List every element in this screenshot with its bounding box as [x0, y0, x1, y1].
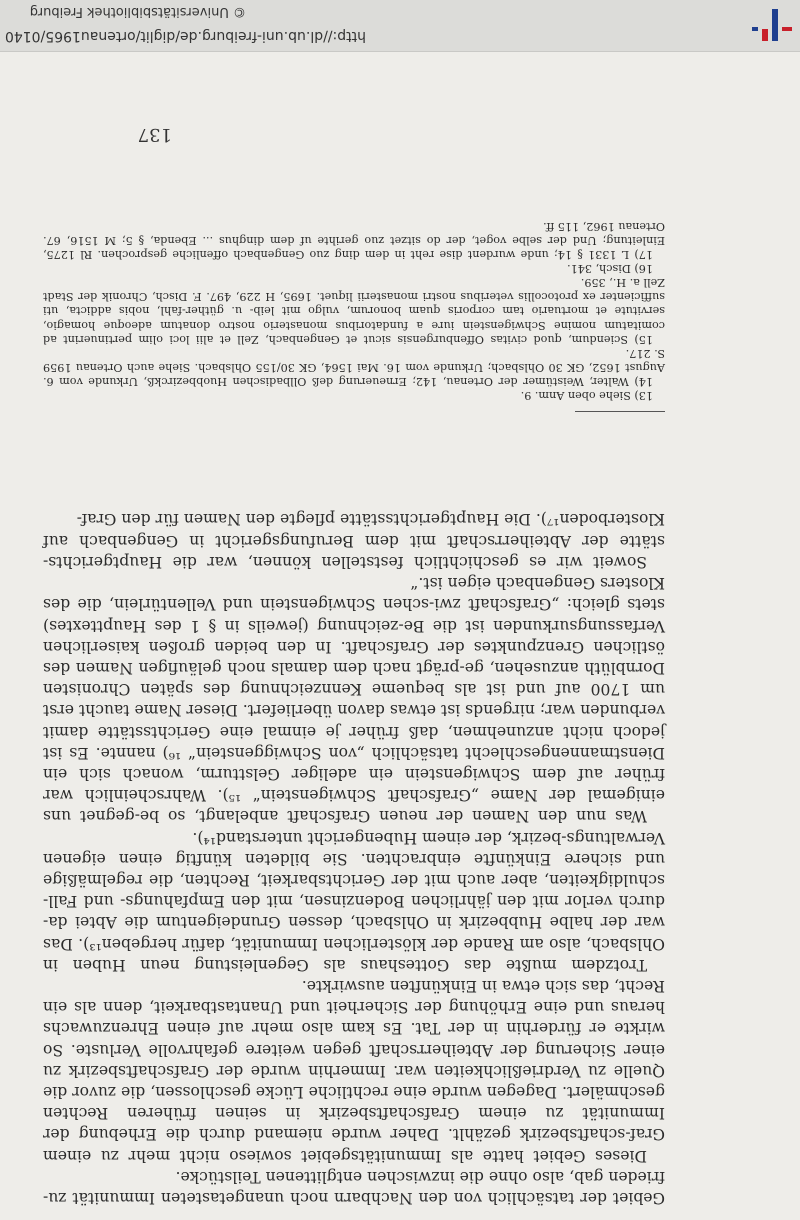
main-text	[43, 508, 665, 1208]
logo-red-bar-left	[782, 27, 792, 31]
footnotes	[43, 219, 665, 402]
paragraph-3-text: Trotzdem mußte das Gotteshaus als Gegenleistung neun Huben in Ohlsbach, also am Rande der klösterlichen Immunität, dafür hergeben¹³). Das war der halbe Hubbezirk in Ohlsbach, dessen Grundeigentum die Abtei da-durch verlor mit den jährlichen Bodenzinsen, mit den Empfahungs- und Fall-schuldigkeiten, aber auch mit der Gerichtsbarkeit, Rechten, die regelmäßige und sichere Einkünfte einbrachten. Sie bildeten künftig einen eigenen Verwaltungs-bezirk, der einem Hubengericht unterstand¹⁴).	[43, 828, 665, 974]
paragraph-1-text: Gebiet der tatsächlich von den Nachbarn noch unangetasteten Immunität zu-frieden gab, also ohne die inzwischen entglittenen Teilstücke.	[43, 1167, 665, 1207]
paragraph-2-text: Dieses Gebiet hatte als Immunitätsgebiet sowieso nicht mehr zu einem Graf-schaftsbezirk gezählt. Daher wurde niemand durch die Erhebung der Immunität zu einem Grafschaftsbezirk in seinen früheren Rechten geschmälert. Dagegen wurde eine rechtliche Lücke geschlossen, die zuvor die Quelle zu Verdrießlichkeiten war. Immerhin wurde der Grafschaftsbezirk zu einer Sicherung der Abteiherrschaft gegen weitere gefahrvolle Verluste. So wirkte er fürderhin in der Tat. Es kam also mehr auf einen Ehrenzuwachs heraus und eine Erhöhung der Sicherheit und Unantastbarkeit, denn als ein Recht, das sich etwa in Einkünften auswirkte.	[43, 976, 665, 1165]
footnote-divider	[575, 411, 665, 412]
paragraph-1	[43, 1166, 665, 1208]
source-url-link[interactable]: http://dl.ub.uni-freiburg.de/diglit/ortenau1965/0140	[4, 28, 366, 44]
page-number: 137	[137, 124, 172, 145]
footnote-17: 17) L 1331 § 14; unde wurdent dise reht in dem ding zuo Gengenbach offenliche gesprochen. Rl 1275, Einleitung; Und der selbe voget, der do sitzet zuo gerihte uf dem dinghus ... Ebenda, § 5; M 1516, 67. Ortenau 1962, 115 ff.	[43, 219, 665, 262]
footnote-16: 16) Disch, 341.	[567, 262, 653, 276]
logo-blue-stem-right	[752, 27, 758, 31]
paragraph-4-text: Was nun den Namen der neuen Grafschaft anbelangt, so be-gegnet uns einigemal der Name „Grafschaft Schwigenstein“ ¹⁵). Wahrscheinlich war früher auf dem Schwigenstein ein adeliger Gelstturm, wonach sich ein Dienstmannengeschlecht tatsächlich „von Schwiggenstein“ ¹⁶) nannte. Es ist jedoch nicht anzunehmen, daß früher je einmal eine Gerichtsstätte damit verbunden war; nirgends ist etwas davon überliefert. Dieser Name taucht erst um 1700 auf und ist als bequeme Kennzeichnung des späten Chronisten Dornblüth anzusehen, ge-prägt nach dem damals noch geläufigen Namen des östlichen Grenzpunktes der Grafschaft. In den beiden großen kaiserlichen Verfassungsurkunden ist die Be-zeichnung (jeweils in § 1 des Haupttextes) stets gleich: „Grafschaft zwi-schen Schwigenstein und Vellentürlein, die des Klosters Gengenbach eigen ist.“	[43, 574, 665, 826]
ub-freiburg-logo-icon	[748, 5, 792, 45]
logo-red-bar-top	[762, 29, 768, 41]
paragraph-5	[43, 508, 665, 572]
paragraph-4	[43, 572, 665, 826]
paragraph-5-text: Soweit wir es geschichtlich feststellen können, war die Hauptgerichts-stätte der Abteiherrschaft mit dem Berufungsgericht in Gengenbach auf Klosterboden¹⁷). Die Hauptgerichtsstätte pflegte den Namen für den Graf-	[43, 510, 665, 571]
paper-sheet	[0, 52, 800, 1220]
footnote-13: 13) Siehe oben Anm. 9.	[520, 389, 653, 402]
paragraph-2	[43, 975, 665, 1166]
logo-blue-stem	[772, 9, 778, 41]
footnote-14: 14) Walter, Weistümer der Ortenau, 142; Erneuerung deß Ollbadischen Huobbezirckß, Urkunde vom 6. August 1652, GK 30 Ohlsbach; Urkunde vom 16. Mai 1564, GK 30/155 Ohlsbach. Siehe auch Ortenau 1959 S. 217.	[43, 346, 665, 388]
paragraph-3	[43, 826, 665, 974]
copyright-notice: © Universitätsbibliothek Freiburg	[29, 4, 246, 19]
footnote-15: 15) Sciendum, quod civitas Offenburgensis sicut et Gengenbach, Zell et alii loci olim pertinuerint ad comitatum nomine Schwigenstein iure a fundatoribus monasterio nostro donatum adeoque homagio, servitute et mortuario tam corporis quam bonorum, vulgo mit leib- u. güther-fahl, nobis addicta, uti sufficienter ex protocollis veteribus nostri monasterii liquet. 1695, H 229, 497. F. Disch, Chronik der Stadt Zell a. H., 359.	[43, 276, 665, 346]
